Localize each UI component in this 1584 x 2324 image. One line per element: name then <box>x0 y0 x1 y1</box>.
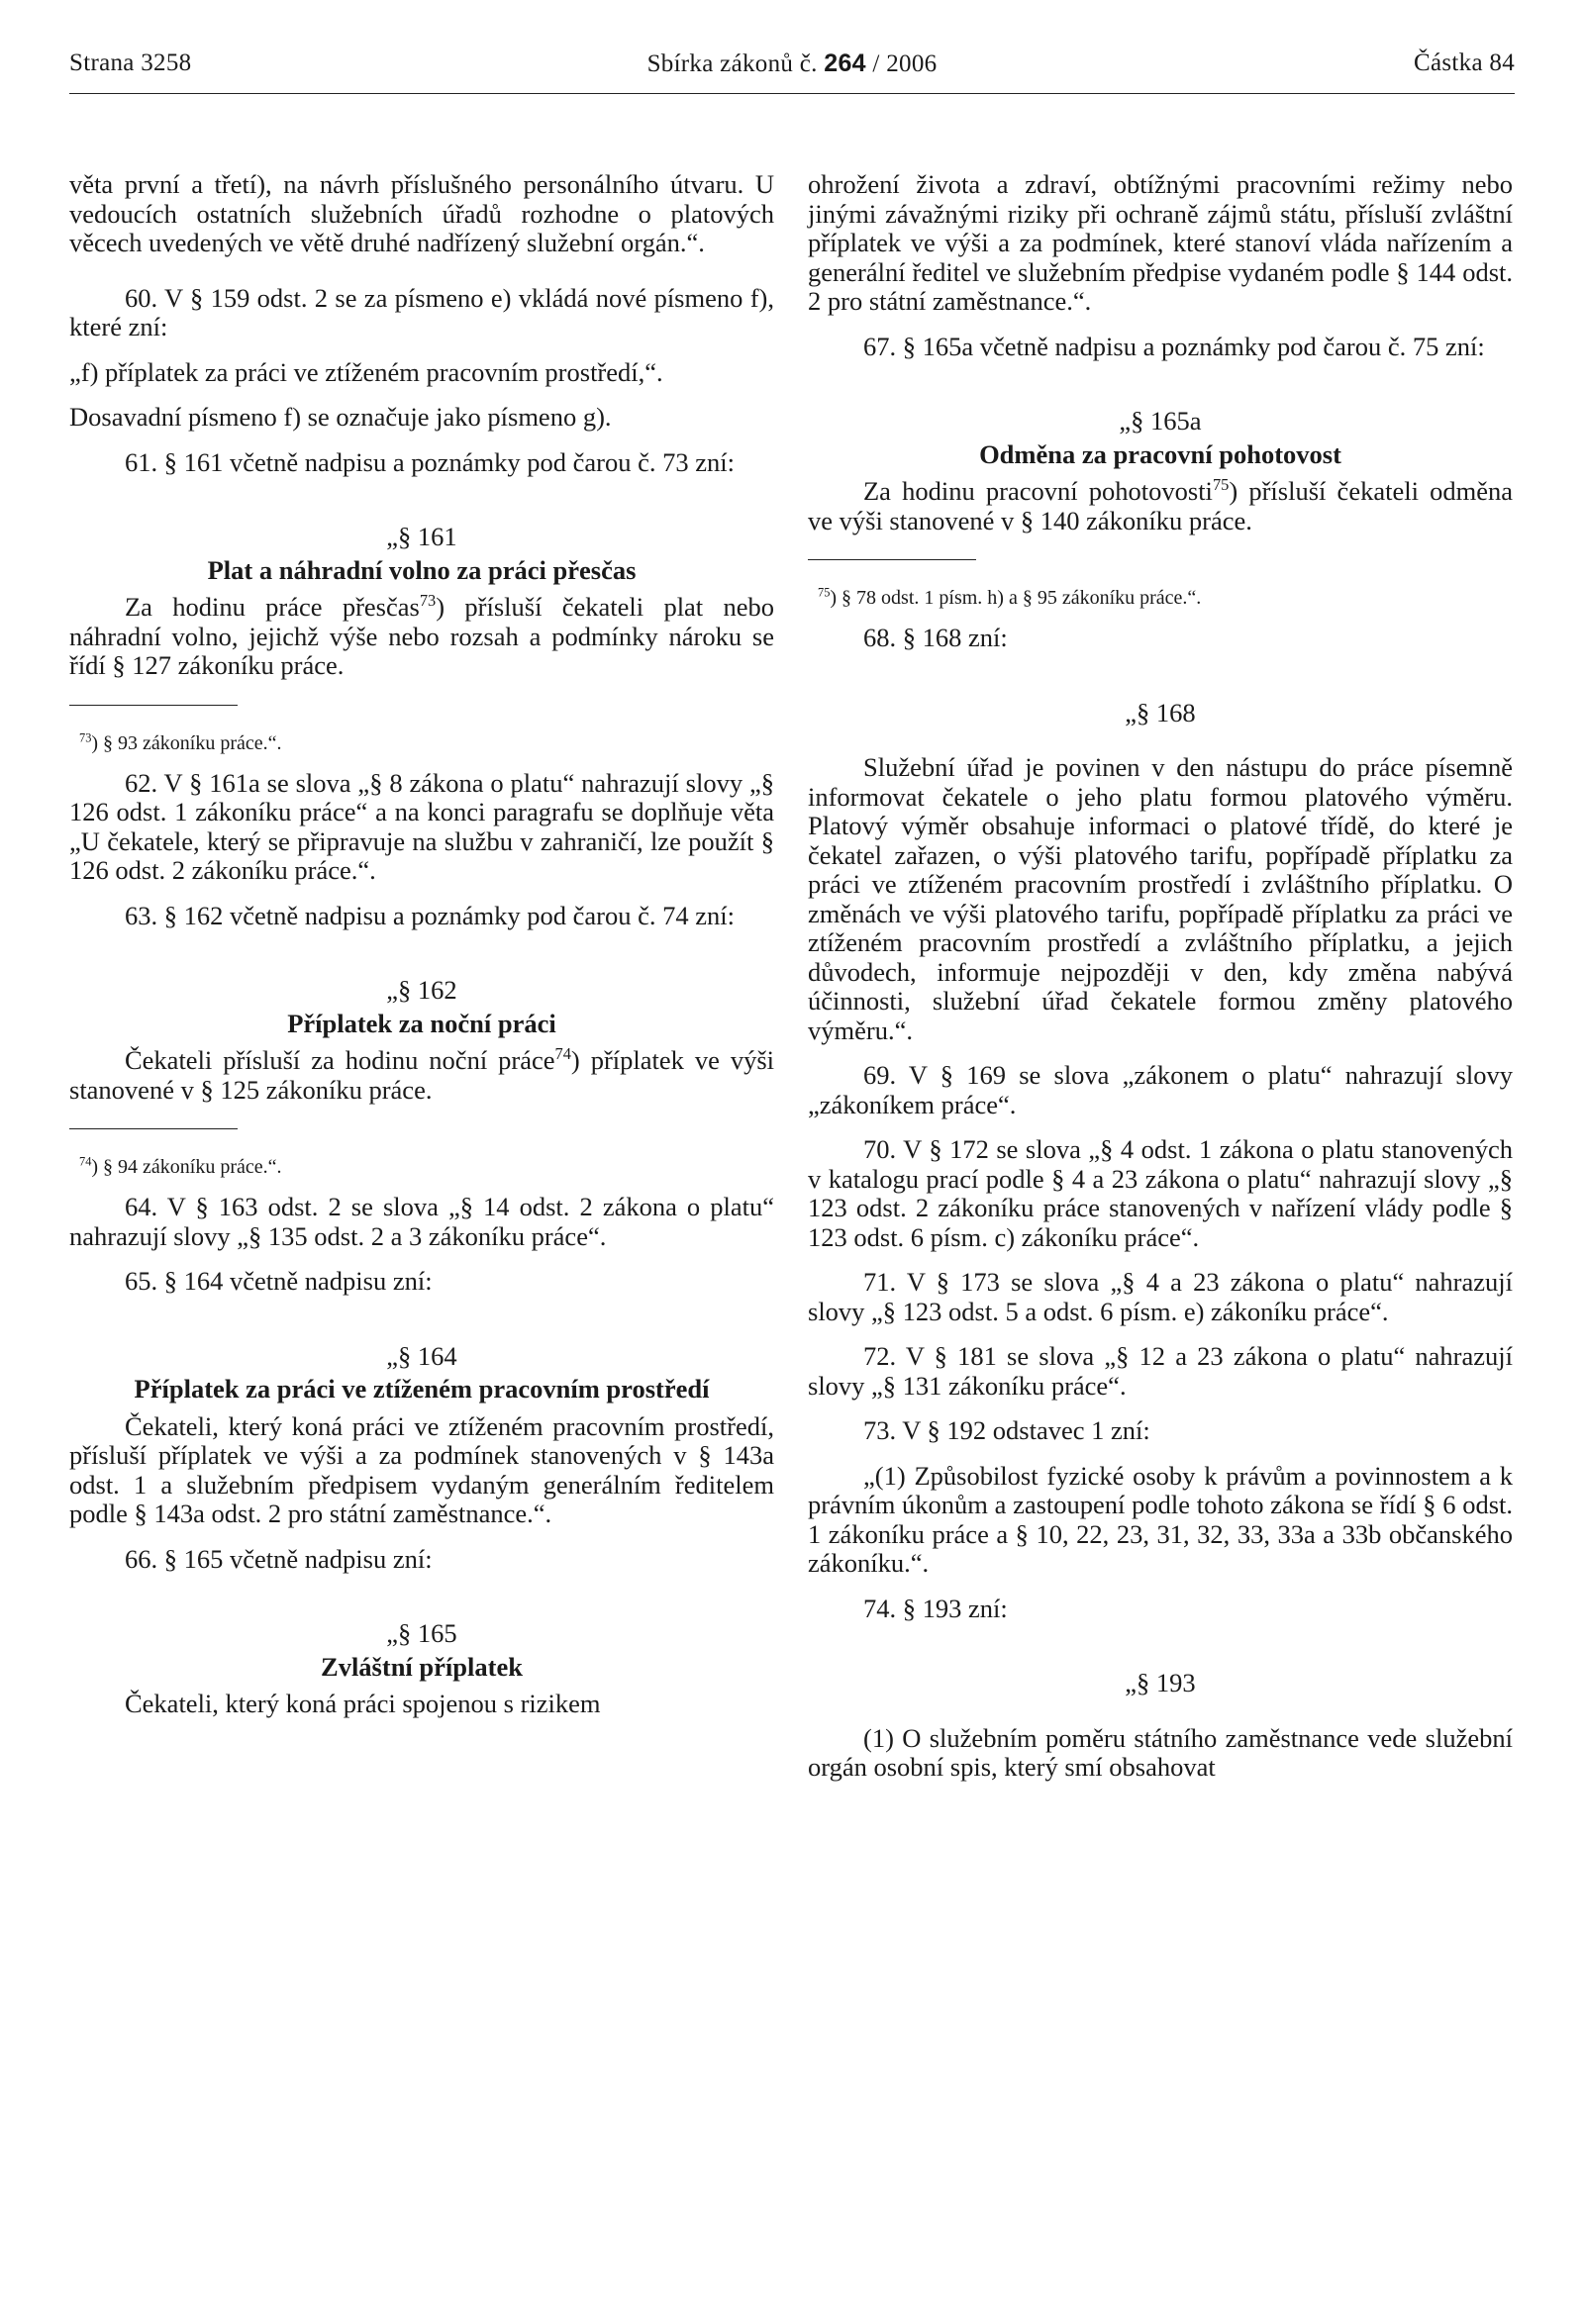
left-column <box>69 170 774 1719</box>
footnote-ref: 74 <box>554 1044 571 1064</box>
section-title: Zvláštní příplatek <box>321 1651 523 1682</box>
point-61: 61. § 161 včetně nadpisu a poznámky pod čarou č. 73 zní: <box>125 446 735 477</box>
point-74: 74. § 193 zní: <box>863 1593 1008 1623</box>
collection-prefix: Sbírka zákonů č. <box>646 50 818 77</box>
point-64: 64. V § 163 odst. 2 se slova „§ 14 odst. 2 zákona o platu“ nahrazují slovy „§ 135 odst. 2 a 3 zákoníku práce“. <box>69 1192 774 1251</box>
point-71: 71. V § 173 se slova „§ 4 a 23 zákona o platu“ nahrazují slovy „§ 123 odst. 5 a odst. 6 písm. e) zákoníku práce“. <box>808 1267 1513 1326</box>
point-73: 73. V § 192 odstavec 1 zní: <box>863 1415 1150 1445</box>
point-60: 60. V § 159 odst. 2 se za písmeno e) vkládá nové písmeno f), které zní: <box>69 282 774 341</box>
footnote-rule <box>69 1128 238 1129</box>
page-number: Strana 3258 <box>69 49 192 76</box>
footnote-rule <box>808 559 976 560</box>
section-number: „§ 193 <box>1125 1668 1196 1697</box>
section-number: „§ 161 <box>386 522 457 551</box>
section-number: „§ 162 <box>386 975 457 1005</box>
section-text-part: ) přísluší čekateli odměna ve výši stanovené v § 140 zákoníku práce. <box>808 476 1513 535</box>
section-number: „§ 168 <box>1125 697 1196 727</box>
footnote-ref: 73 <box>419 591 437 611</box>
footnote-mark: 75 <box>818 585 831 600</box>
section-text: Čekateli, který koná práci spojenou s rizikem <box>125 1689 601 1718</box>
point-62: 62. V § 161a se slova „§ 8 zákona o platu“ nahrazují slovy „§ 126 odst. 1 zákoníku práce“ a na konci paragrafu se doplňuje věta „U čekatele, který se připravuje na službu v zahraničí, lze použít § 126 odst. 2 zákoníku práce.“. <box>69 767 774 885</box>
footnote-ref: 75 <box>1212 475 1230 495</box>
issue-number: 264 <box>824 49 866 77</box>
section-title: Příplatek za práci ve ztíženém pracovním prostředí <box>134 1374 710 1404</box>
point-69: 69. V § 169 se slova „zákonem o platu“ nahrazují slovy „zákoníkem práce“. <box>808 1060 1513 1119</box>
footnote <box>808 586 1513 610</box>
right-column <box>808 170 1513 1783</box>
section-text-part: ) přísluší čekateli plat nebo náhradní volno, jejichž výše nebo rozsah a podmínky nároku se řídí § 127 zákoníku práce. <box>69 592 774 680</box>
part-number: Částka 84 <box>1414 49 1515 76</box>
footnote-text: ) § 78 odst. 1 písm. h) a § 95 zákoníku práce.“. <box>830 587 1202 609</box>
section-number: „§ 165 <box>386 1618 457 1648</box>
page-header <box>69 49 1515 93</box>
section-text-part: Čekateli přísluší za hodinu noční práce <box>125 1045 555 1075</box>
section-number: „§ 164 <box>386 1340 457 1371</box>
point-65: 65. § 164 včetně nadpisu zní: <box>125 1266 433 1296</box>
section-text: (1) O služebním poměru státního zaměstnance vede služební orgán osobní spis, který smí obsahovat <box>808 1722 1513 1782</box>
footnote-text: ) § 94 zákoníku práce.“. <box>91 1156 282 1178</box>
point-63: 63. § 162 včetně nadpisu a poznámky pod čarou č. 74 zní: <box>125 900 735 930</box>
point-60-quote: „f) příplatek za práci ve ztíženém pracovním prostředí,“. <box>69 356 663 387</box>
footnote <box>69 1155 774 1179</box>
paragraph: věta první a třetí), na návrh příslušného personálního útvaru. U vedoucích ostatních služebních úřadů rozhodne o platových věcech uvedených ve větě druhé nadřízený služební orgán.“. <box>69 169 774 257</box>
footnote <box>69 731 774 755</box>
point-67: 67. § 165a včetně nadpisu a poznámky pod čarou č. 75 zní: <box>863 331 1485 361</box>
section-text: Čekateli, který koná práci ve ztíženém pracovním prostředí, přísluší příplatek ve výši a za podmínek stanovených v § 143a odst. 1 a služebním předpisem vydaným generálním ředitelem podle § 143a odst. 2 pro státní zaměstnance.“. <box>69 1410 774 1528</box>
section-title: Odměna za pracovní pohotovost <box>979 438 1341 469</box>
footnote-mark: 73 <box>79 729 92 744</box>
section-text-part: Za hodinu pracovní pohotovosti <box>863 476 1213 506</box>
section-text-part: ) příplatek ve výši stanovené v § 125 zákoníku práce. <box>69 1045 774 1105</box>
section-text <box>69 593 774 681</box>
point-66: 66. § 165 včetně nadpisu zní: <box>125 1543 433 1574</box>
point-68: 68. § 168 zní: <box>863 623 1008 652</box>
footnote-text: ) § 93 zákoníku práce.“. <box>91 731 282 754</box>
section-number: „§ 165a <box>1119 406 1202 436</box>
section-text <box>69 1046 774 1105</box>
point-73-quote: „(1) Způsobilost fyzické osoby k právům a povinnostem a k právním úkonům a zastoupení podle tohoto zákona se řídí § 6 odst. 1 zákoníku práce a § 10, 22, 23, 31, 32, 33, 33a a 33b občanského zákoníku.“. <box>808 1460 1513 1578</box>
section-title: Plat a náhradní volno za práci přesčas <box>207 554 637 585</box>
section-text <box>808 477 1513 535</box>
section-title: Příplatek za noční práci <box>287 1008 556 1038</box>
issue-year: / 2006 <box>872 50 938 77</box>
collection-title <box>69 49 1515 78</box>
point-72: 72. V § 181 se slova „§ 12 a 23 zákona o platu“ nahrazují slovy „§ 131 zákoníku práce“. <box>808 1341 1513 1401</box>
footnote-rule <box>69 705 238 706</box>
section-text-part: Za hodinu práce přesčas <box>125 592 420 622</box>
point-70: 70. V § 172 se slova „§ 4 odst. 1 zákona o platu stanovených v katalogu prací podle § 4 a 23 zákona o platu“ nahrazují slovy „§ 123 odst. 2 zákoníku práce stanovených v nařízení vlády podle § 123 odst. 6 písm. c) zákoníku práce“. <box>808 1134 1513 1252</box>
header-rule <box>69 93 1515 94</box>
point-60-note: Dosavadní písmeno f) se označuje jako písmeno g). <box>69 402 612 432</box>
paragraph: ohrožení života a zdraví, obtížnými pracovními režimy nebo jinými závažnými riziky při ochraně zájmů státu, přísluší zvláštní příplatek ve výši a za podmínek, které stanoví vláda nařízením a generální ředitel ve služebním předpise vydaném podle § 144 odst. 2 pro státní zaměstnance.“. <box>808 169 1513 316</box>
footnote-mark: 74 <box>79 1154 92 1169</box>
section-text: Služební úřad je povinen v den nástupu do práce písemně informovat čekatele o jeho platu formou platového výměru. Platový výměr obsahuje informaci o platové třídě, do které je čekatel zařazen, o výši platového tarifu, popřípadě příplatku za práci ve ztíženém pracovním prostředí i zvláštního příplatku. O změnách ve výši platového tarifu, popřípadě příplatku za práci ve ztíženém pracovním prostředí a zvláštního příplatku, a jejich důvodech, informuje nejpozději v den, kdy změna nabývá účinnosti, služební úřad čekatele formou změny platového výměru.“. <box>808 752 1513 1045</box>
